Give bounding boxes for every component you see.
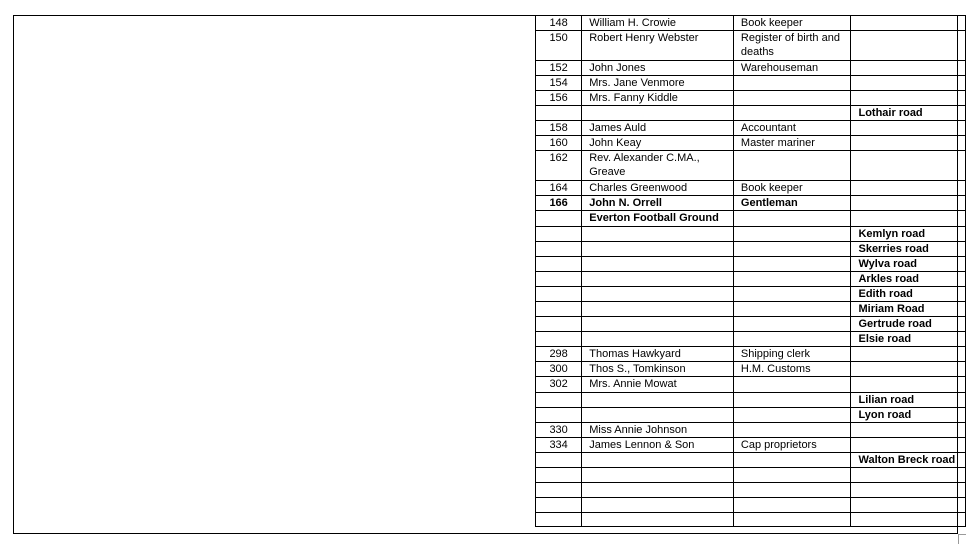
cell-road [851, 181, 966, 196]
cell-occ [733, 151, 851, 181]
cell-road [851, 211, 966, 227]
table-row [536, 196, 966, 211]
cell-num: 154 [536, 76, 582, 91]
table-row [536, 332, 966, 347]
cell-num: 298 [536, 347, 582, 362]
cell-name: Thos S., Tomkinson [582, 362, 734, 377]
cell-name [582, 408, 734, 423]
cell-name [582, 513, 734, 527]
table-row [536, 468, 966, 483]
cell-occ: Accountant [733, 121, 851, 136]
cell-num [536, 468, 582, 483]
table-row [536, 393, 966, 408]
cell-occ [733, 423, 851, 438]
cell-num [536, 302, 582, 317]
cell-name: John Keay [582, 136, 734, 151]
cell-name [582, 498, 734, 513]
table-row [536, 498, 966, 513]
cell-occ: H.M. Customs [733, 362, 851, 377]
cell-road [851, 483, 966, 498]
table-row [536, 513, 966, 527]
cell-road: Skerries road [851, 242, 966, 257]
cell-name: Charles Greenwood [582, 181, 734, 196]
table-row [536, 317, 966, 332]
cell-occ [733, 498, 851, 513]
cell-occ [733, 106, 851, 121]
cell-name: James Lennon & Son [582, 438, 734, 453]
cell-name [582, 257, 734, 272]
cell-name: Mrs. Annie Mowat [582, 377, 734, 393]
table-row [536, 242, 966, 257]
cell-road [851, 91, 966, 106]
cell-num [536, 106, 582, 121]
cell-occ [733, 377, 851, 393]
cell-occ [733, 302, 851, 317]
cell-num: 156 [536, 91, 582, 106]
cell-name: Miss Annie Johnson [582, 423, 734, 438]
table-row [536, 211, 966, 227]
cell-num: 334 [536, 438, 582, 453]
cell-occ: Warehouseman [733, 61, 851, 76]
cell-road [851, 196, 966, 211]
cell-occ: Master mariner [733, 136, 851, 151]
cell-num [536, 227, 582, 242]
cell-road: Elsie road [851, 332, 966, 347]
cell-occ: Shipping clerk [733, 347, 851, 362]
cell-occ [733, 332, 851, 347]
cell-occ: Register of birth and deaths [733, 31, 851, 61]
cell-name: Thomas Hawkyard [582, 347, 734, 362]
table-row [536, 347, 966, 362]
cell-name [582, 242, 734, 257]
table-row [536, 151, 966, 181]
cell-num: 164 [536, 181, 582, 196]
cell-num [536, 498, 582, 513]
cell-road [851, 377, 966, 393]
table-row [536, 16, 966, 31]
cell-name [582, 287, 734, 302]
page-corner-mark [958, 534, 966, 544]
cell-road [851, 498, 966, 513]
cell-num: 148 [536, 16, 582, 31]
cell-num: 330 [536, 423, 582, 438]
cell-road [851, 16, 966, 31]
table-row [536, 302, 966, 317]
cell-name [582, 272, 734, 287]
cell-road [851, 61, 966, 76]
cell-road: Lilian road [851, 393, 966, 408]
cell-name [582, 483, 734, 498]
cell-name [582, 227, 734, 242]
cell-name [582, 332, 734, 347]
table-row [536, 257, 966, 272]
cell-occ: Cap proprietors [733, 438, 851, 453]
table-row [536, 76, 966, 91]
cell-name [582, 468, 734, 483]
cell-road [851, 347, 966, 362]
table-row [536, 377, 966, 393]
cell-occ [733, 257, 851, 272]
cell-occ [733, 453, 851, 468]
cell-road: Edith road [851, 287, 966, 302]
cell-road: Wylva road [851, 257, 966, 272]
cell-num [536, 211, 582, 227]
table-row [536, 121, 966, 136]
cell-num [536, 453, 582, 468]
table-row [536, 272, 966, 287]
cell-occ [733, 272, 851, 287]
cell-name: James Auld [582, 121, 734, 136]
table-row [536, 136, 966, 151]
cell-num: 158 [536, 121, 582, 136]
cell-road: Arkles road [851, 272, 966, 287]
cell-num: 302 [536, 377, 582, 393]
cell-num [536, 242, 582, 257]
cell-road [851, 362, 966, 377]
cell-name: John N. Orrell [582, 196, 734, 211]
table-row [536, 31, 966, 61]
cell-occ [733, 76, 851, 91]
cell-name: William H. Crowie [582, 16, 734, 31]
cell-occ [733, 227, 851, 242]
table-row [536, 408, 966, 423]
cell-name: Mrs. Jane Venmore [582, 76, 734, 91]
directory-table-body [536, 16, 966, 527]
cell-road [851, 136, 966, 151]
cell-occ: Book keeper [733, 16, 851, 31]
table-row [536, 362, 966, 377]
cell-road [851, 438, 966, 453]
table-row [536, 453, 966, 468]
cell-road [851, 151, 966, 181]
cell-num: 300 [536, 362, 582, 377]
cell-road: Kemlyn road [851, 227, 966, 242]
cell-occ [733, 468, 851, 483]
cell-road: Walton Breck road [851, 453, 966, 468]
cell-road [851, 423, 966, 438]
cell-num [536, 332, 582, 347]
cell-road [851, 121, 966, 136]
cell-num: 152 [536, 61, 582, 76]
table-row [536, 287, 966, 302]
table-row [536, 106, 966, 121]
cell-num: 150 [536, 31, 582, 61]
cell-num [536, 393, 582, 408]
cell-num [536, 408, 582, 423]
table-row [536, 227, 966, 242]
cell-num: 166 [536, 196, 582, 211]
cell-num: 162 [536, 151, 582, 181]
cell-name: Mrs. Fanny Kiddle [582, 91, 734, 106]
cell-occ [733, 91, 851, 106]
table-row [536, 181, 966, 196]
table-row [536, 61, 966, 76]
cell-road [851, 468, 966, 483]
cell-num [536, 317, 582, 332]
cell-name [582, 302, 734, 317]
cell-occ [733, 211, 851, 227]
cell-num [536, 287, 582, 302]
cell-occ [733, 242, 851, 257]
cell-name [582, 106, 734, 121]
cell-road [851, 513, 966, 527]
cell-num [536, 483, 582, 498]
cell-occ [733, 317, 851, 332]
cell-name: Rev. Alexander C.MA., Greave [582, 151, 734, 181]
table-row [536, 438, 966, 453]
cell-name [582, 393, 734, 408]
table-row [536, 423, 966, 438]
cell-road: Lothair road [851, 106, 966, 121]
cell-occ [733, 287, 851, 302]
directory-table [535, 15, 966, 527]
cell-occ: Gentleman [733, 196, 851, 211]
cell-road: Lyon road [851, 408, 966, 423]
cell-road: Gertrude road [851, 317, 966, 332]
cell-road [851, 31, 966, 61]
cell-name: Robert Henry Webster [582, 31, 734, 61]
cell-occ [733, 483, 851, 498]
cell-name [582, 453, 734, 468]
cell-name [582, 317, 734, 332]
cell-road: Miriam Road [851, 302, 966, 317]
cell-num [536, 257, 582, 272]
cell-num: 160 [536, 136, 582, 151]
table-row [536, 483, 966, 498]
cell-num [536, 513, 582, 527]
table-row [536, 91, 966, 106]
cell-num [536, 272, 582, 287]
cell-road [851, 76, 966, 91]
cell-occ [733, 408, 851, 423]
cell-occ [733, 393, 851, 408]
cell-occ [733, 513, 851, 527]
cell-occ: Book keeper [733, 181, 851, 196]
cell-name: John Jones [582, 61, 734, 76]
cell-name: Everton Football Ground [582, 211, 734, 227]
